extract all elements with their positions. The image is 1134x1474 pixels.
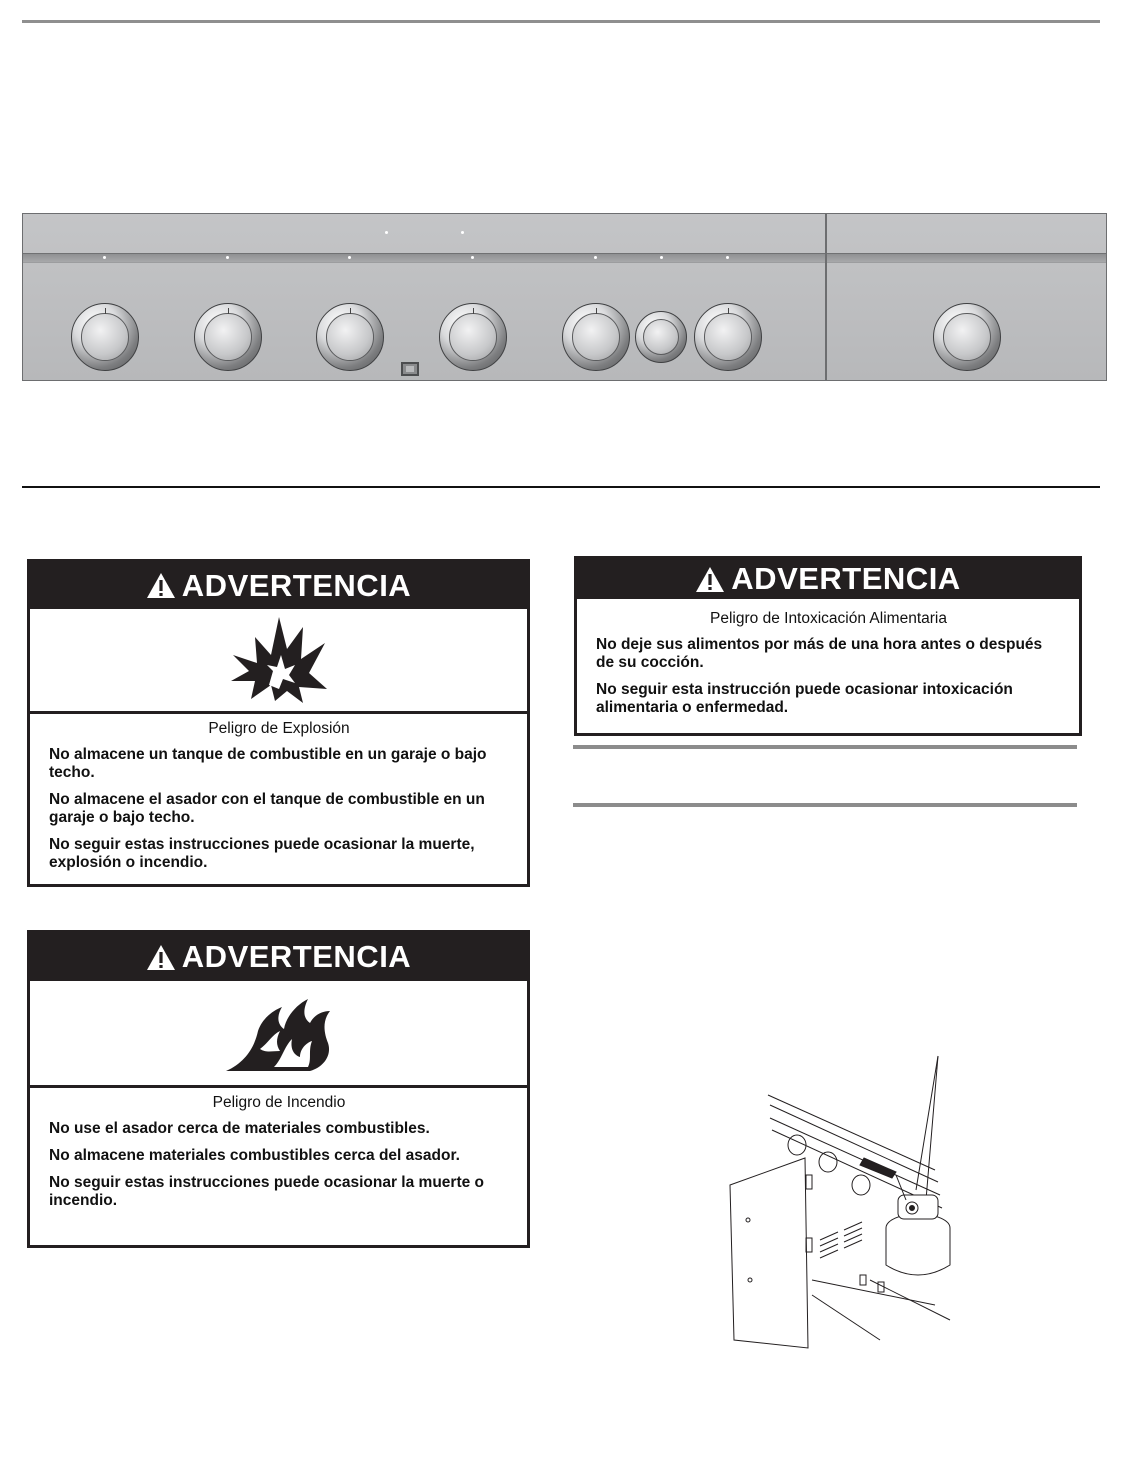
warning-title: ADVERTENCIA [181, 567, 412, 603]
warning-triangle-icon [695, 566, 725, 593]
strip-dot [103, 256, 106, 259]
strip-dot [726, 256, 729, 259]
indicator-dot [385, 231, 388, 234]
burner-knob [694, 303, 762, 371]
warning-header [577, 559, 1079, 599]
explosion-icon-area [30, 609, 527, 714]
warning-header [30, 933, 527, 981]
propane-tank-cabinet-illustration [720, 1050, 960, 1350]
warning-body [30, 714, 527, 872]
fire-icon-area [30, 981, 527, 1088]
warning-line: No deje sus alimentos por más de una hora antes o después de su cocción. [596, 636, 1043, 671]
warning-line: No use el asador cerca de materiales combustibles. [49, 1120, 430, 1137]
warning-line: No seguir esta instrucción puede ocasionar intoxicación alimentaria o enfermedad. [596, 681, 1013, 716]
burner-knob [71, 303, 139, 371]
small-burner-knob [635, 311, 687, 363]
warning-line: No seguir estas instrucciones puede ocasionar la muerte o incendio. [49, 1174, 484, 1209]
warning-body [577, 599, 1079, 717]
warning-subtitle: Peligro de Intoxicación Alimentaria [710, 610, 947, 627]
panel-strip [827, 253, 1106, 263]
explosion-warning-box [27, 559, 530, 887]
strip-dot [594, 256, 597, 259]
burner-knob [439, 303, 507, 371]
warning-subtitle: Peligro de Incendio [212, 1094, 346, 1111]
heading-rule [573, 745, 1077, 749]
control-panel-illustration [22, 213, 1107, 381]
top-rule [22, 20, 1100, 23]
burner-knob [194, 303, 262, 371]
heading-rule [573, 803, 1077, 807]
explosion-icon [229, 615, 329, 705]
strip-dot [660, 256, 663, 259]
burner-knob [562, 303, 630, 371]
indicator-dot [461, 231, 464, 234]
side-burner-knob [933, 303, 1001, 371]
burner-knob [316, 303, 384, 371]
panel-strip [23, 253, 825, 263]
warning-title: ADVERTENCIA [181, 939, 412, 974]
warning-body [30, 1088, 527, 1210]
warning-header [30, 562, 527, 609]
strip-dot [226, 256, 229, 259]
warning-triangle-icon [146, 944, 176, 971]
strip-dot [348, 256, 351, 259]
warning-triangle-icon [146, 572, 176, 599]
grill-control-panel [22, 213, 826, 381]
section-rule [22, 486, 1100, 488]
light-switch [401, 362, 419, 376]
warning-line: No almacene el asador con el tanque de combustible en un garaje o bajo techo. [49, 791, 485, 826]
side-burner-panel [826, 213, 1107, 381]
food-warning-box [574, 556, 1082, 736]
warning-line: No almacene un tanque de combustible en un garaje o bajo techo. [49, 746, 487, 781]
warning-line: No almacene materiales combustibles cerca del asador. [49, 1147, 460, 1164]
fire-warning-box [27, 930, 530, 1248]
warning-title: ADVERTENCIA [731, 561, 961, 596]
warning-subtitle: Peligro de Explosión [208, 720, 350, 737]
strip-dot [471, 256, 474, 259]
warning-line: No seguir estas instrucciones puede ocasionar la muerte, explosión o incendio. [49, 836, 475, 871]
fire-icon [224, 993, 334, 1073]
